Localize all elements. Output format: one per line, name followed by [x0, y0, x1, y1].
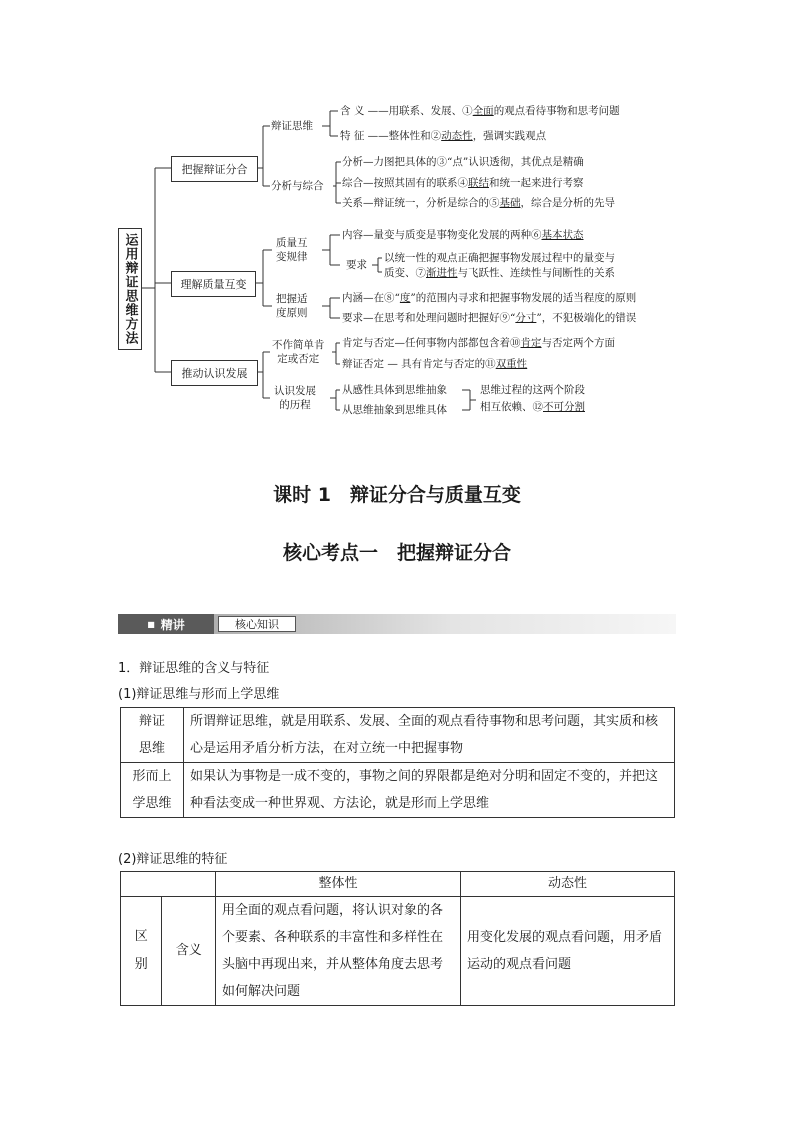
- node-dialectical-thinking: 辩证思维: [271, 120, 313, 132]
- leaf-requirement-label: 要求: [346, 259, 367, 271]
- thinking-compare-table: [120, 707, 675, 818]
- leaf-requirement-2: 质变、⑦渐进性与飞跃性、连续性与间断性的关系: [384, 267, 615, 279]
- table-row: [121, 897, 675, 1006]
- corner-cell: [121, 872, 216, 897]
- row-head: 区 别: [121, 897, 162, 1006]
- leaf-affirm-negate: 肯定与否定—任何事物内部都包含着⑩肯定与否定两个方面: [342, 337, 615, 349]
- leaf-two-stages: 思维过程的这两个阶段: [480, 384, 585, 396]
- node-no-simple-judgment: 不作简单肯 定或否定: [272, 339, 325, 365]
- leaf-content: 内容—量变与质变是事物变化发展的两种⑥基本状态: [342, 229, 584, 241]
- cell-wholeness: 用全面的观点看问题，将认识对象的各个要素、各种联系的丰富性和多样性在头脑中再现出来，并从整体角度去思考如何解决问题: [216, 897, 461, 1006]
- table-row: [121, 763, 675, 818]
- mind-map-root: 运用辩证思维方法: [118, 228, 142, 350]
- leaf-meaning: 含 义 ——用联系、发展、①全面的观点看待事物和思考问题: [340, 105, 620, 117]
- subsection-heading-1: (1)辩证思维与形而上学思维: [118, 687, 280, 702]
- row-body: 所谓辩证思维，就是用联系、发展、全面的观点看待事物和思考问题，其实质和核心是运用矛盾分析方法，在对立统一中把握事物: [184, 708, 675, 763]
- banner-tag: ■ 精讲: [118, 614, 214, 634]
- section-heading: 1．辩证思维的含义与特征: [118, 661, 270, 676]
- node-cognition-development: 推动认识发展: [171, 360, 258, 386]
- leaf-moderation-requirement: 要求—在思考和处理问题时把握好⑨“分寸”，不犯极端化的错误: [342, 312, 637, 324]
- subsection-heading-2: (2)辩证思维的特征: [118, 852, 228, 867]
- node-analysis-synthesis: 分析与综合: [271, 180, 324, 192]
- header-dynamics: 动态性: [461, 872, 675, 897]
- leaf-relation: 关系—辩证统一，分析是综合的⑤基础，综合是分析的先导: [342, 197, 615, 209]
- banner-label: 核心知识: [218, 616, 296, 632]
- row-head: 形而上 学思维: [121, 763, 184, 818]
- node-moderation: 把握适 度原则: [276, 293, 308, 319]
- header-wholeness: 整体性: [216, 872, 461, 897]
- node-quantity-quality: 理解质量互变: [171, 271, 256, 297]
- table-row: [121, 708, 675, 763]
- row-body: 如果认为事物是一成不变的，事物之间的界限都是绝对分明和固定不变的，并把这种看法变成一种世界观、方法论，就是形而上学思维: [184, 763, 675, 818]
- leaf-dialectical-negation: 辩证否定 — 具有肯定与否定的⑪双重性: [342, 358, 528, 370]
- leaf-abstract-to-concrete: 从思维抽象到思维具体: [342, 404, 447, 416]
- table-header-row: [121, 872, 675, 897]
- square-icon: ■: [147, 619, 155, 629]
- leaf-interdependent: 相互依赖、⑫不可分割: [480, 401, 585, 413]
- section-title: 核心考点一 把握辩证分合: [282, 542, 511, 564]
- row-head: 辩证 思维: [121, 708, 184, 763]
- cell-dynamics: 用变化发展的观点看问题，用矛盾运动的观点看问题: [461, 897, 675, 1006]
- knowledge-banner: [118, 614, 676, 634]
- features-table: [120, 871, 675, 1006]
- leaf-perceptual-to-abstract: 从感性具体到思维抽象: [342, 384, 447, 396]
- leaf-synthesis: 综合—按照其固有的联系④联结和统一起来进行考察: [342, 177, 584, 189]
- lesson-title: 课时 1 辩证分合与质量互变: [273, 484, 521, 506]
- leaf-requirement-1: 以统一性的观点正确把握事物发展过程中的量变与: [384, 252, 615, 264]
- leaf-analysis: 分析—力图把具体的③“点”认识透彻，其优点是精确: [342, 156, 584, 168]
- node-dialectical-division: 把握辩证分合: [171, 156, 258, 182]
- leaf-feature: 特 征 ——整体性和②动态性，强调实践观点: [340, 130, 547, 142]
- node-cognition-process: 认识发展 的历程: [274, 385, 316, 411]
- leaf-connotation: 内涵—在⑧“度”的范围内寻求和把握事物发展的适当程度的原则: [342, 292, 637, 304]
- sub-head: 含义: [162, 897, 216, 1006]
- node-quantity-law: 质量互 变规律: [276, 237, 308, 263]
